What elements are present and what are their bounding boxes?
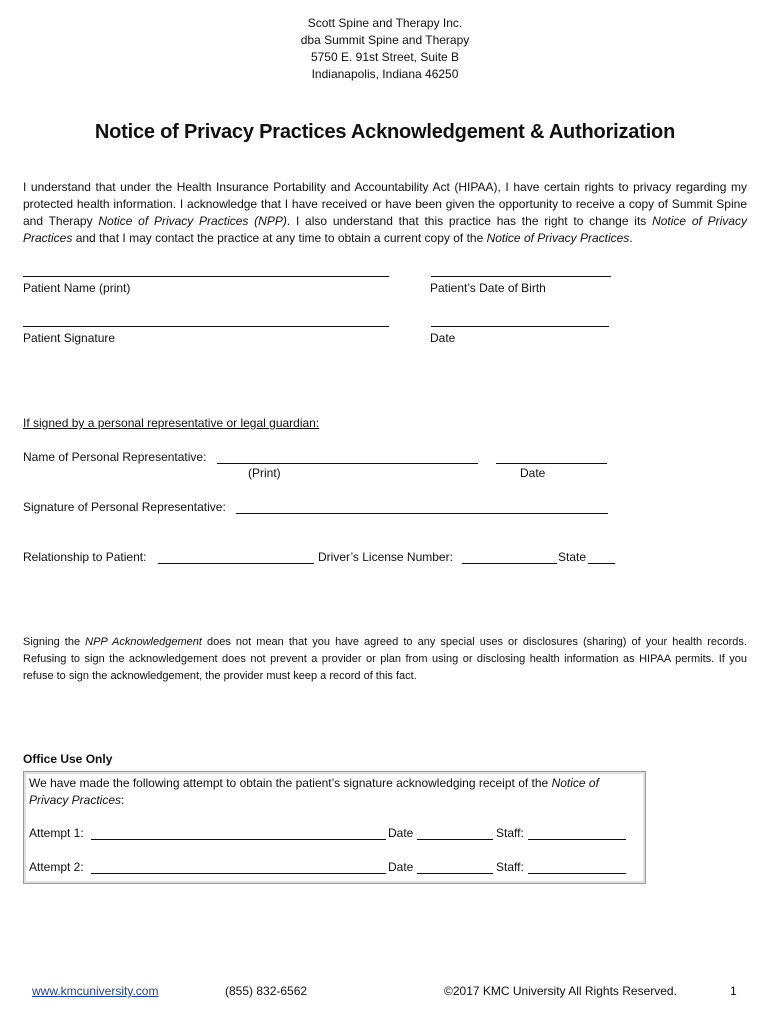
license-field[interactable]: [462, 563, 557, 564]
patient-name-label: Patient Name (print): [23, 281, 131, 295]
patient-date-field[interactable]: [431, 326, 609, 327]
intro-paragraph: I understand that under the Health Insurance Portability and Accountability Act (HIPAA), I have certain rights to privacy regarding my protected health information. I acknowledge that I have received or have been given the opportunity to receive a copy of Summit Spine and Therapy Notice of Privacy Practices (NPP). I also understand that this practice has the right to change its Notice of Privacy Practices and that I may contact the practice at any time to obtain a current copy of the Notice of Privacy Practices.: [23, 180, 747, 245]
npp-reference: Notice of Privacy Practices: [23, 214, 747, 245]
rep-signature-label: Signature of Personal Representative:: [23, 500, 226, 514]
attempt1-date-field[interactable]: [417, 839, 493, 840]
state-field[interactable]: [588, 563, 615, 564]
attempt2-label: Attempt 2:: [29, 860, 84, 874]
attempt2-field[interactable]: [91, 873, 386, 874]
company-city: Indianapolis, Indiana 46250: [311, 67, 459, 81]
attempt1-staff-field[interactable]: [528, 839, 626, 840]
patient-signature-field[interactable]: [23, 326, 389, 327]
attempt1-date-label: Date: [388, 826, 414, 840]
patient-dob-field[interactable]: [431, 276, 611, 277]
footer-copyright: ©2017 KMC University All Rights Reserved.: [444, 984, 677, 998]
company-name: Scott Spine and Therapy Inc.: [307, 16, 463, 30]
attempt2-date-label: Date: [388, 860, 414, 874]
license-label: Driver’s License Number:: [318, 550, 453, 564]
rep-name-label: Name of Personal Representative:: [23, 450, 207, 464]
patient-name-field[interactable]: [23, 276, 389, 277]
rep-print-label: (Print): [248, 466, 281, 480]
rep-name-field[interactable]: [217, 463, 478, 464]
attempt1-field[interactable]: [91, 839, 386, 840]
state-label: State: [558, 550, 587, 564]
patient-dob-label: Patient’s Date of Birth: [430, 281, 546, 295]
patient-signature-label: Patient Signature: [23, 331, 116, 345]
rep-date-label: Date: [520, 466, 546, 480]
relationship-field[interactable]: [158, 563, 314, 564]
patient-date-label: Date: [430, 331, 456, 345]
office-use-text: We have made the following attempt to obtain the patient’s signature acknowledging receipt of the Notice of Privacy Practices:: [29, 776, 599, 807]
acknowledgement-notice: Signing the NPP Acknowledgement does not mean that you have agreed to any special uses or disclosures (sharing) of your health records. Refusing to sign the acknowledgement does not prevent a provider or plan from using or disclosing health information as HIPAA permits. If you refuse to sign the acknowledgement, the provider must keep a record of this fact.: [23, 636, 747, 682]
footer-phone: (855) 832-6562: [225, 984, 308, 998]
npp-reference: Notice of Privacy Practices: [486, 231, 630, 245]
npp-reference: Notice of Privacy Practices (NPP): [98, 214, 287, 228]
page-number: 1: [730, 984, 737, 998]
rep-date-field[interactable]: [496, 463, 607, 464]
attempt2-staff-label: Staff:: [496, 860, 524, 874]
attempt1-label: Attempt 1:: [29, 826, 84, 840]
npp-reference: NPP Acknowledgement: [85, 636, 202, 648]
footer-website-link[interactable]: www.kmcuniversity.com: [32, 984, 159, 998]
office-use-box: [23, 771, 646, 884]
npp-reference: Notice of Privacy Practices: [29, 776, 599, 807]
rep-signature-field[interactable]: [236, 513, 608, 514]
attempt2-staff-field[interactable]: [528, 873, 626, 874]
office-use-heading: Office Use Only: [23, 752, 113, 766]
attempt2-date-field[interactable]: [417, 873, 493, 874]
representative-heading: If signed by a personal representative or legal guardian:: [23, 416, 320, 430]
company-street: 5750 E. 91st Street, Suite B: [310, 50, 460, 64]
attempt1-staff-label: Staff:: [496, 826, 524, 840]
company-dba: dba Summit Spine and Therapy: [300, 33, 470, 47]
page-title: Notice of Privacy Practices Acknowledgement & Authorization: [94, 121, 676, 143]
relationship-label: Relationship to Patient:: [23, 550, 147, 564]
